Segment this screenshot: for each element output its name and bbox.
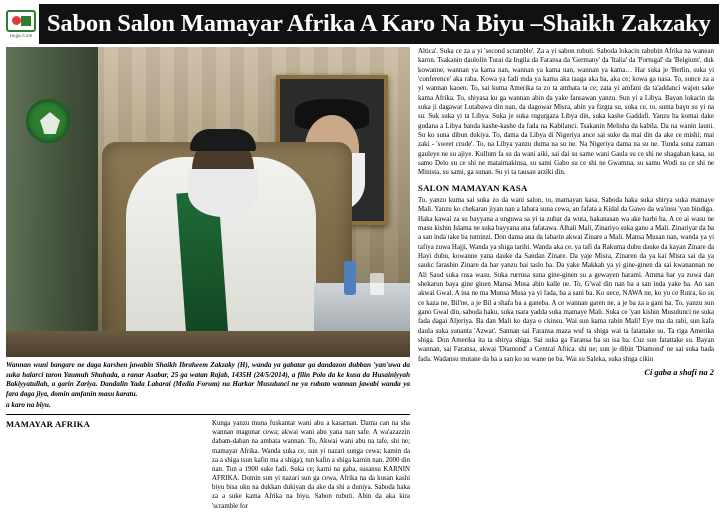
paragraph: Kunga yanzu muna fuskantar wani abu a kasarnan. Dama can na sha wannan magunar cewa; akwai wani abu yana nan safe. A wa'azazzin dabam-daban na ambata wannan. To, Akwai wani abu na tafe, shi ne; mamayar Afrika. Wanda suka ce, sun yi nazari sunga cewa; kamin da za a shiga tsun kafin ma a shiga), tun kafin a shiga karnin nan. 2000 din nan. Tun a 1900 suke fadi. Suka ce; karni na gaba, susansu KARNIN AFRIKA. Domin sun yi nazari sun ga cewa, Afrika na da kusan kashi biyu bisa uku na dukkan dukiyan da ake da shi a duniya. Saboda haka za a suke kama Afrika na biyu. Sabon rubuti. Abin da aka kira 'scramble for bbox=[212, 420, 410, 510]
left-subcolumns bbox=[6, 419, 410, 515]
paragraph: Altica'. Suka ce za a yi 'second scramble'. Za a yi sabon rubuti. Saboda lokacin rabubin Afrika na wanean karon. Tsakanin daulolin Turai da Ingila da Faransa da 'Germany' da 'Italia' da 'Portugal' da 'Belgium', duk kowanne, wannan ya kama nan, wannan ya kama nan, wannan ya kama… Har suka je 'Berlin, suka yi 'conference' aka raba. Kowa ya fadi mda ya kama aka taaga aka ba, aka ce; kowa ga nasa. To, sunce za a yi wannan kaoen. To, sai kuma Amerika ta zo ta ambata ta ce; zata yi amfani da ta'addanci wajen sake kama Afrika. To, shiyasa ku ga wannan abin da yake fansawan yanzu. Sun yi a Libya. Bayan lokacin da suka ji dagawar Lutabawa din nan, da dagowar Misra, abin ya fizgta su, suka ce, to, suma baɣu su yi na su. Suk suka yi ta Libya. Suka je suka rugurgaza Libya din, suka kashe Gaddafi. Yanzu ba komai dake gudana a Libya banda kashe-kashe da fada na Kabilanci. Tsakanin Melisha da kabila. Da na wanin launi. Su ko suna dibun dukiya. To, dama da Libya di Nigeriya ance sai suke da mai din da ake ce mishi; mai zaki - 'sweet crude'. To, na Libya yanzu duma na su ne. Na Nigeriya dama na su ne. Tunda suna zaman gauleye ne su ajiye. Kullum fa su da wani aiki, sai dai su same wani Gaula su ce shi ne shagaban kasa, su samo Delo su ce shi ne mataimakinsa, su sami Gabo su ce shi ne Gwamna, su samu Wodi su ce shi ne Minista, su sami, ga sunan. Su yi ta tausan arziki din. bbox=[418, 47, 714, 177]
photo-subject-cap bbox=[190, 129, 256, 151]
right-column bbox=[418, 47, 714, 502]
photo-curtain bbox=[6, 47, 98, 357]
page-title: Sabon Salon Mamayar Afrika A Karo Na Biyu –Shaikh Zakzaky bbox=[47, 9, 711, 37]
photo-subject-beard bbox=[188, 169, 258, 217]
left-column bbox=[6, 47, 410, 510]
tv-logo-icon bbox=[6, 10, 36, 32]
logo-caption: Hujja.Com bbox=[9, 33, 33, 38]
photo-caption-continuation: a karo na biyu. bbox=[6, 401, 51, 409]
headline-banner bbox=[39, 4, 719, 44]
photo-drinking-glass bbox=[370, 273, 384, 295]
photo-floor bbox=[6, 331, 410, 357]
caption-divider bbox=[6, 414, 410, 415]
photo-caption: Wannan wuni bangare ne daga karshen jawabin Shaikh Ibraheem Zakzaky (H), wanda ya gabatar ga dandazon dubban 'yan'uwa da suka halarci taron Yaumuh Shuhada, a ranar Asabar, 25 ga watan Rajab, 1435H (24/5/2014), a filin Polo da ke kusa da Husainiyyah Bakiyyatullah, a garin Zariya. Dandalin Yada Labarai (Media Forum) na Harkar Musulunci ne ya rubuto wannan jawabi wanda ya fara daga jiya, domin amfanin masu karatu. bbox=[6, 361, 410, 398]
continued-on-label: Ci gaba a shafi na 2 bbox=[644, 368, 714, 377]
site-logo[interactable] bbox=[6, 4, 39, 44]
left-subcolumn-2 bbox=[212, 419, 410, 515]
photo-water-bottle bbox=[344, 261, 356, 295]
shaikh-zakzaky-seated-photo bbox=[6, 47, 410, 357]
masthead bbox=[6, 4, 714, 44]
article-body bbox=[6, 47, 714, 510]
green-circular-emblem bbox=[26, 99, 70, 143]
section-heading-mamayar-afrika: MAMAYAR AFRIKA bbox=[6, 419, 91, 429]
section-heading-salon-mamayan-kasa: SALON MAMAYAN KASA bbox=[418, 182, 528, 193]
paragraph: To, yanzu kuma sai suka zo da wani salon, to, mamayan kasa. Saboda haka suka shirya suka mamaye Mali. Yanzu ko chekaran jiyan nan a labara suna cewa; an fafata a Kidal da Gawo da wa'insu 'yan bindiga. Haka kawai za su bayyana a unguwa sa yi ta zubar da wuta, hakanasan wa ake harbi ba. A ce ai wasu ne masu kishin Islama ne suka bayyana ana fafatawa. Alhali Mali, Zinariyo suka gano a Mali. Zinariyar da ba a san inda take ba tuminzi. Don dama ana da labarin akwai Zinare a Mali. Mansa Musan nan, wanda ya yi tafiya zuwa Hajji, Wanda ya shiga tarihi. Wanda aka ce, ya tafi da Rakuma dubu dauke da kayan Zinare da Hayi dubu, kowanne yana dauke da Sandan Zinare. Da yaje Misra, Zinaren da ya kai Misra sai da ya saukc farashin Zinare da har yanzu bai taslo ba. Da yake Makkah ya yi gine-ginen da sai kwanannan ne Ali Saud suka rusa wasu. Suka rurrusa suna gine-ginen su a gewayen harami. Amma har ya zuwa dan shekarun baya gine ginen Mansa Musa abin kalle ne. To, G'wal din nan ba a san inda yake ba. An san akwai Gwal. A ina ne ma Munsa Musa ya yi fada, ba a sani ba. Ko uece, NAWA ne, ko yu ce Ruira, ko su ce kaza ne, Bil'ne, a je Bil a shafa ba a ganeba. A ce wannan garen ne, a je ba za a gani ba. To, yanzu sun gano Gwal din, saboda haku, suka tsara yadda suka mamaye Mali. Suka ce 'yan kishin Musulunci ne suka fada dagai Aljeriya. Ba dan Mali ko daya o ckinsu. Wai sun kama rabin Mali! Eye ma da rabi, sun kafa daula suka sunanta 'Azwat'. Sannan sai Faransa maza wuf ta shiga wai ta fatattake su. Ta riga Amerika shiga. Don Amerika ita ta shirya shiga. Sai suka ga Faransa ba su isa ba. Cuz sun fatattake su. Bayan wannan, sai Faransa, akwai 'Diamond' a Central Aftica. shi ne; sun je dibin 'Diamond' ne sai suka hada fada. Wadansu mutane da ba a san ko su wane ne ba. Wai su Saleka, suka shiga cikin bbox=[418, 195, 714, 363]
left-subcolumn-1 bbox=[6, 419, 204, 515]
